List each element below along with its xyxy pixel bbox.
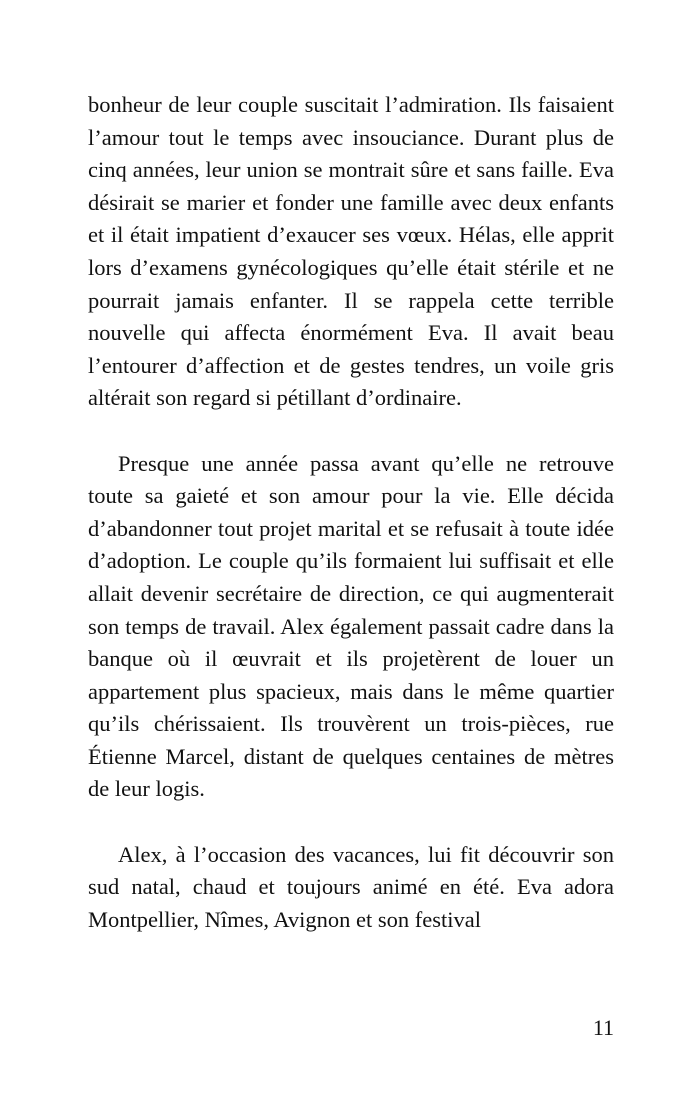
page-number: 11 bbox=[592, 1015, 614, 1040]
paragraph-3: Alex, à l’occasion des vacances, lui fit découvrir son sud natal, chaud et toujours animé en été. Eva adora Montpellier, Nîmes, Avignon et son festival bbox=[88, 841, 614, 932]
paragraph-2: Presque une année passa avant qu’elle ne retrouve toute sa gaieté et son amour pour la vie. Elle décida d’abandonner tout projet marital et se refusait à toute idée d’adoption. Le couple qu’ils formaient lui suffisait et elle allait devenir secrétaire de direction, ce qui augmenterait son temps de travail. Alex également passait cadre dans la banque où il œuvrait et ils projetèrent de louer un appartement plus spacieux, mais dans le même quartier qu’ils chérissaient. Ils trouvèrent un trois-pièces, rue Étienne Marcel, distant de quelques centaines de mètres de leur logis. bbox=[88, 450, 614, 802]
paragraph-1: bonheur de leur couple suscitait l’admiration. Ils faisaient l’amour tout le temps avec insouciance. Durant plus de cinq années, leur union se montrait sûre et sans faille. Eva désirait se marier et fonder une famille avec deux enfants et il était impatient d’exaucer ses vœux. Hélas, elle apprit lors d’examens gynécologiques qu’elle était stérile et ne pourrait jamais enfanter. Il se rappela cette terrible nouvelle qui affecta énormément Eva. Il avait beau l’entourer d’affection et de gestes tendres, un voile gris altérait son regard si pétillant d’ordinaire. bbox=[88, 92, 614, 411]
book-page-text bbox=[88, 89, 614, 936]
